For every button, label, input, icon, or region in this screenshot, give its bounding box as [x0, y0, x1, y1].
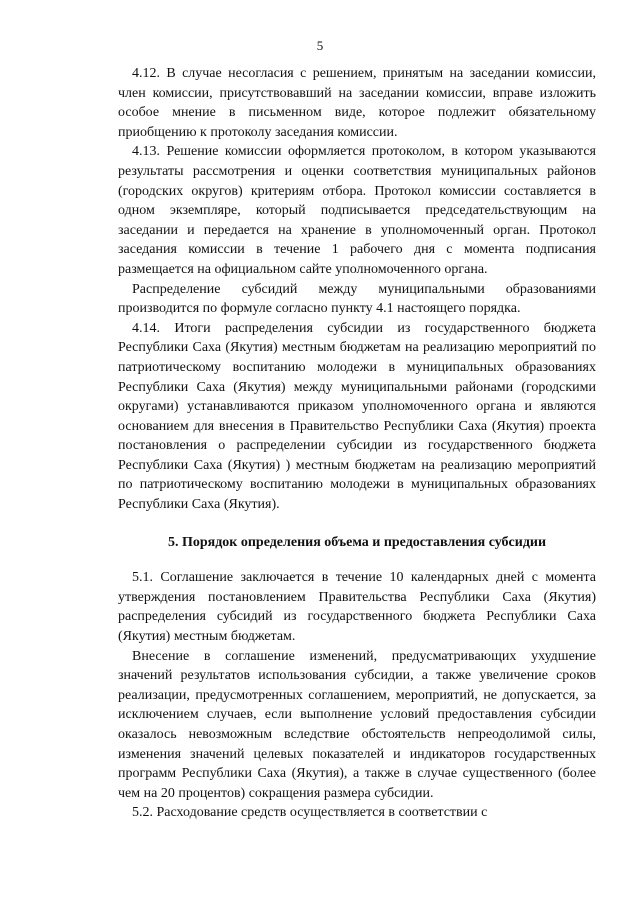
paragraph-4-14: 4.14. Итоги распределения субсидии из государственного бюджета Республики Саха (Якутия) местным бюджетам на реализацию мероприятий по патриотическому воспитанию молодежи в муниципальных образованиях Республики Саха (Якутия) между муниципальными районами (городскими округами) устанавливаются приказом уполномоченного органа и являются основанием для внесения в Правительство Республики Саха (Якутия) проекта постановления о распределении субсидии из государственного бюджета Республики Саха (Якутия) ) местным бюджетам на реализацию мероприятий по патриотическому воспитанию молодежи в муниципальных образованиях Республики Саха (Якутия).: [118, 320, 596, 513]
paragraph-4-13: 4.13. Решение комиссии оформляется протоколом, в котором указываются результаты рассмотрения и оценки соответствия муниципальных районов (городских округов) критериям отбора. Протокол комиссии составляется в одном экземпляре, который подписывается председательствующим на заседании и передается на хранение в уполномоченный орган. Протокол заседания комиссии в течение 1 рабочего дня с момента подписания размещается на официальном сайте уполномоченного органа.: [118, 144, 596, 277]
page-number: 5: [316, 38, 324, 53]
section-5-heading: 5. Порядок определения объема и предоставления субсидии: [167, 534, 547, 550]
paragraph-4-12: 4.12. В случае несогласия с решением, принятым на заседании комиссии, член комиссии, присутствовавший на заседании комиссии, вправе изложить особое мнение в письменном виде, которое подлежит обязательному приобщению к протоколу заседания комиссии.: [118, 66, 596, 140]
paragraph-5-2: 5.2. Расходование средств осуществляется в соответствии с: [132, 805, 488, 821]
document-body: [118, 64, 596, 823]
paragraph-agreement-changes: Внесение в соглашение изменений, предусматривающих ухудшение значений результатов использования субсидии, а также увеличение сроков реализации, предусмотренных соглашением, мероприятий, не допускается, за исключением случаев, если выполнение условий предоставления субсидии оказалось невозможным вследствие обстоятельств непреодолимой силы, изменения значений целевых показателей и индикаторов государственных программ Республики Саха (Якутия), а также в случае существенного (более чем на 20 процентов) сокращения размера субсидии.: [118, 648, 596, 801]
paragraph-5-1: 5.1. Соглашение заключается в течение 10 календарных дней с момента утверждения постановлением Правительства Республики Саха (Якутия) распределения субсидий из государственного бюджета Республики Саха (Якутия) местным бюджетам.: [118, 570, 596, 645]
paragraph-distribution-formula: Распределение субсидий между муниципальными образованиями производится по формуле согласно пункту 4.1 настоящего порядка.: [118, 281, 596, 317]
